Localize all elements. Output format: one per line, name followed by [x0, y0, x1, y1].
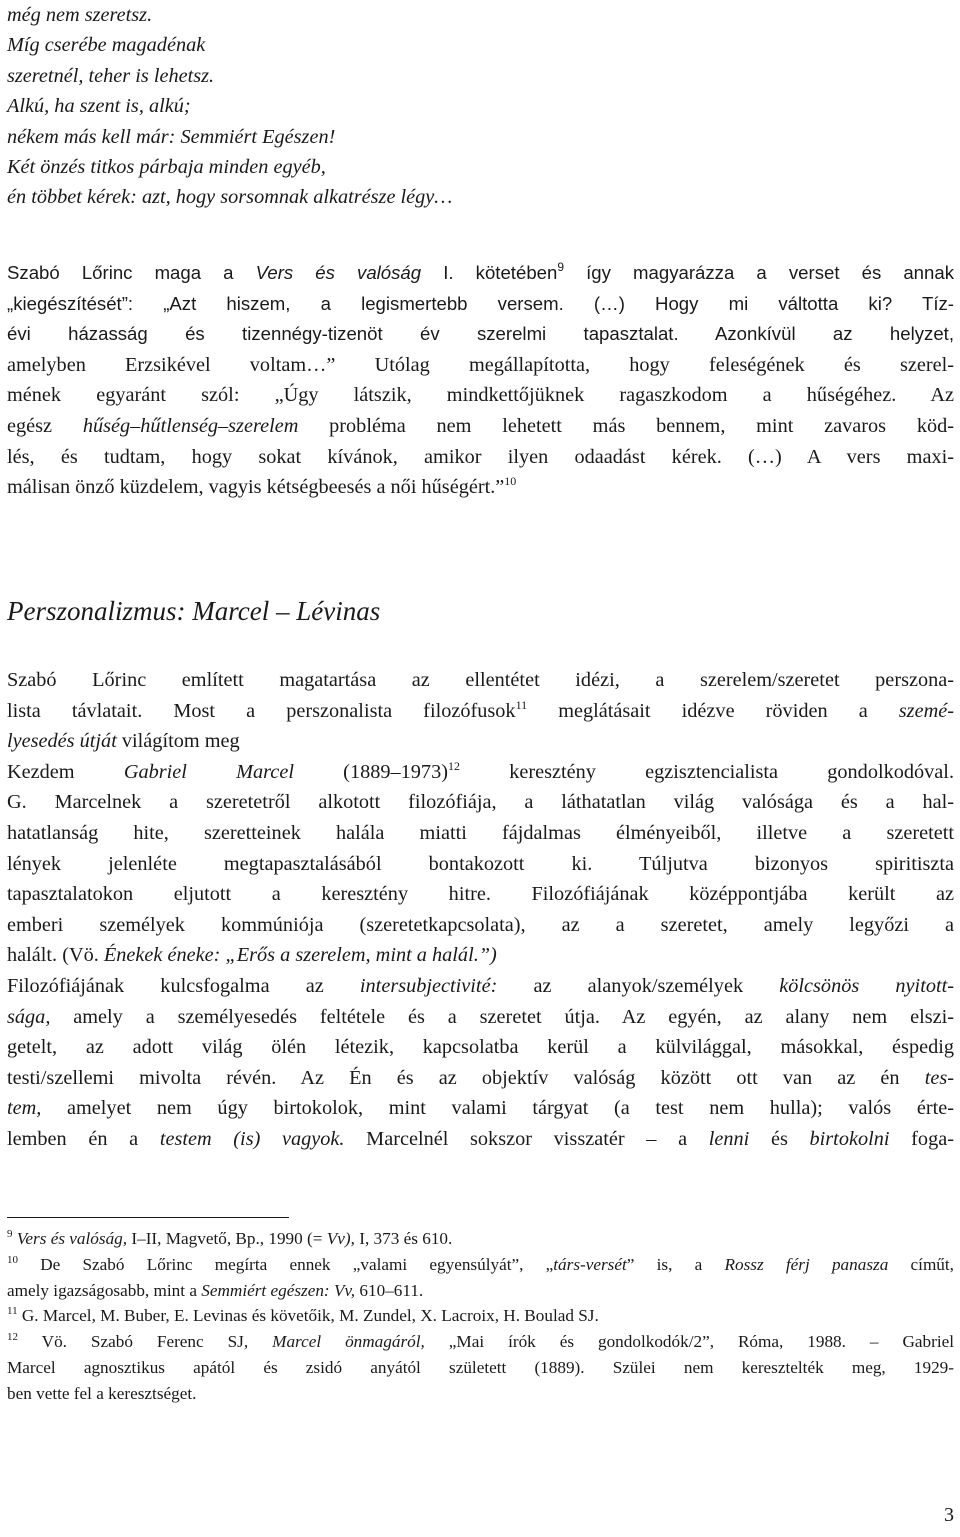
text-line: mének egyaránt szól: „Úgy látszik, mindkettőjüknek ragaszkodom a hűségéhez. Az — [7, 384, 954, 407]
footnote-12-end: ben vette fel a keresztséget. — [7, 1383, 197, 1403]
poem-line: Két önzés titkos párbaja minden egyéb, — [7, 156, 326, 179]
paragraph-commentary — [7, 258, 954, 503]
text-line: halált. (Vö. Énekek éneke: „Erős a szerelem, mint a halál.”) — [7, 944, 497, 967]
poem-line: én többet kérek: azt, hogy sorsomnak alkatrésze légy… — [7, 186, 453, 209]
text-line: getelt, az adott világ ölén létezik, kapcsolatba kerül a külvilággal, másokkal, éspedig — [7, 1036, 954, 1059]
text-line: tapasztalatokon eljutott a keresztény hitre. Filozófiájának középpontjába került az — [7, 883, 954, 906]
footnote-12-cont: Marcel agnosztikus apától és zsidó anyától született (1889). Szülei nem keresztelték meg, 1929- — [7, 1357, 954, 1377]
footnote-ref: 10 — [504, 474, 517, 489]
section-heading: Perszonalizmus: Marcel – Lévinas — [7, 596, 381, 626]
poem-line: Míg cserébe magadénak — [7, 34, 206, 57]
text-line: Kezdem Gabriel Marcel (1889–1973)$^{12}$ keresztény egzisztencialista gondolkodóval. — [7, 758, 955, 783]
footnote-ref: 11 — [515, 697, 528, 712]
footnotes — [7, 1226, 954, 1407]
page-number: 3 — [944, 1504, 954, 1526]
text-line: „kiegészítését”: „Azt hiszem, a legismertebb versem. (…) Hogy mi váltotta ki? Tíz- — [7, 292, 954, 314]
text-line: évi házasság és tizennégy-tizenöt év szerelmi tapasztalat. Azonkívül az helyzet, — [7, 323, 954, 345]
poem-line: még nem szeretsz. — [7, 4, 153, 26]
poem-excerpt — [7, 0, 947, 213]
paragraph-body — [7, 665, 954, 1155]
footnote-9: $^9$ Vers és valóság, I–II, Magvető, Bp., 1990 (= Vv), I, 373 és 610. — [7, 1228, 453, 1248]
text-line: Szabó Lőrinc említett magatartása az ellentétet idézi, a szerelem/szeretet perszona- — [7, 669, 954, 691]
footnote-10: $^{10}$ De Szabó Lőrinc megírta ennek „valami egyensúlyát”, „társ-versét” is, a Rossz férj panasza címűt, — [7, 1253, 954, 1274]
footnote-ref: 12 — [447, 758, 460, 773]
text-line: hatatlanság hite, szeretteinek halála miatti fájdalmas élményeiből, illetve a szeretett — [7, 821, 954, 844]
footnote-11: $^{11}$ G. Marcel, M. Buber, E. Levinas és követőik, M. Zundel, X. Lacroix, H. Boulad SJ. — [7, 1305, 599, 1326]
footnote-12: $^{12}$ Vö. Szabó Ferenc SJ, Marcel önmagáról, „Mai írók és gondolkodók/2”, Róma, 1988. – Gabriel — [7, 1331, 955, 1352]
footnote-separator — [7, 1217, 289, 1218]
text-line: lés, és tudtam, hogy sokat kívánok, amikor ilyen odaadást kérek. (…) A vers maxi- — [7, 445, 954, 468]
text-line: emberi személyek kommúniója (szeretetkapcsolata), az a szeretet, amely legyőzi a — [7, 913, 954, 936]
text-line: egész hűség–hűtlenség–szerelem probléma nem lehetett más bennem, mint zavaros köd- — [7, 414, 955, 437]
poem-line: nékem más kell már: Semmiért Egészen! — [7, 125, 336, 148]
text-line: lemben én a testem (is) vagyok. Marcelnél sokszor visszatér – a lenni és birtokolni foga- — [7, 1127, 954, 1150]
poem-line: Alkú, ha szent is, alkú; — [7, 95, 191, 118]
footnote-ref: 9 — [557, 260, 565, 274]
text-line: lények jelenléte megtapasztalásából bontakozott ki. Túljutva bizonyos spiritiszta — [7, 852, 954, 875]
footnote-10-cont: amely igazságosabb, mint a Semmiért egészen: Vv, 610–611. — [7, 1280, 424, 1300]
text-line: málisan önző küzdelem, vagyis kétségbeesés a női hűségért.”$^{10}$ — [7, 474, 517, 499]
text-line: testi/szellemi mivolta révén. Az Én és az objektív valóság között ott van az én tes- — [7, 1066, 954, 1089]
text-line: tem, amelyet nem úgy birtokolok, mint valami tárgyat (a test nem hulla); valós érte- — [7, 1097, 954, 1120]
text-line: Filozófiájának kulcsfogalma az intersubjectivité: az alanyok/személyek kölcsönös nyitott- — [7, 974, 954, 997]
poem-line: szeretnél, teher is lehetsz. — [7, 64, 215, 87]
text-line: lista távlatait. Most a perszonalista filozófusok$^{11}$ meglátásait idézve röviden a szemé- — [7, 697, 954, 722]
text-line: G. Marcelnek a szeretetről alkotott filozófiája, a láthatatlan világ valósága és a hal- — [7, 791, 954, 814]
text-line: sága, amely a személyesedés feltétele és a szeretet útja. Az egyén, az alany nem elszi- — [7, 1005, 954, 1028]
text-line: Szabó Lőrinc maga a Vers és valóság I. kötetében$^9$ így magyarázza a verset és annak — [7, 260, 954, 283]
text-line: amelyben Erzsikével voltam…” Utólag megállapította, hogy feleségének és szerel- — [7, 353, 954, 376]
text-line: lyesedés útját világítom meg — [7, 730, 240, 753]
